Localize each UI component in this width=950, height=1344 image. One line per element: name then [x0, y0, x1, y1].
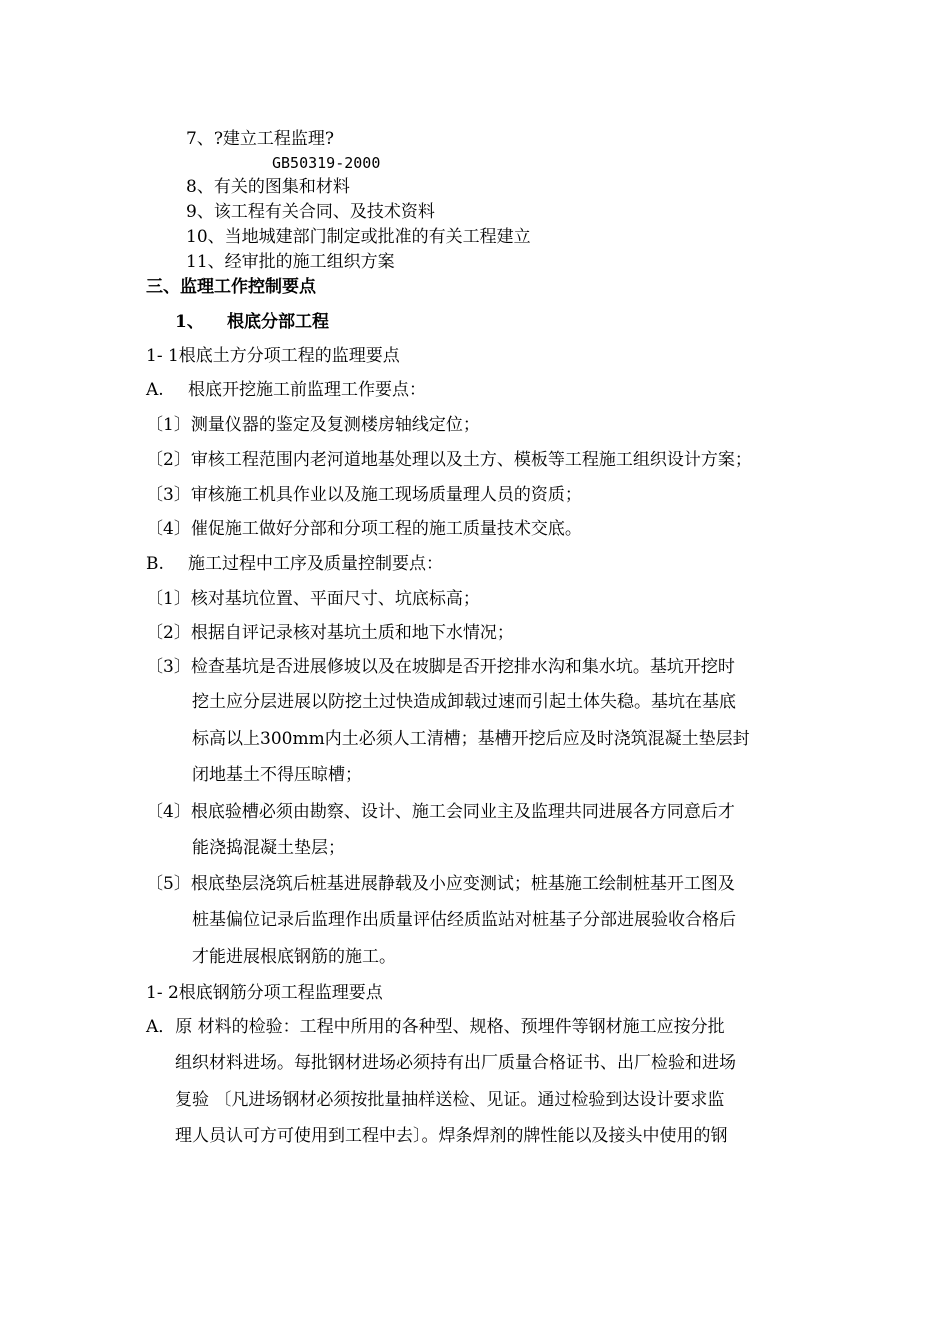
part-b-item-1: 〔1〕核对基坑位置、平面尺寸、坑底标高；: [146, 589, 480, 609]
section-heading: 三、监理工作控制要点: [146, 277, 316, 297]
part-b-item-5-line-3: 才能进展根底钢筋的施工。: [192, 947, 396, 967]
part-a-title: 根底开挖施工前监理工作要点：: [188, 380, 426, 400]
reference-standard-code: GB50319-2000: [272, 154, 381, 172]
part-a2-line-4: 理人员认可方可使用到工程中去〕。焊条焊剂的牌性能以及接头中使用的钢: [175, 1126, 728, 1146]
part-b-item-4-line-1: 〔4〕根底验槽必须由勘察、设计、施工会同业主及监理共同进展各方同意后才: [146, 802, 735, 822]
reference-item-7: 7、?建立工程监理?: [186, 129, 335, 149]
part-a2-line-1: A．原 材料的检验：工程中所用的各种型、规格、预埋件等钢材施工应按分批: [146, 1017, 725, 1037]
part-a-item-4: 〔4〕催促施工做好分部和分项工程的施工质量技术交底。: [146, 519, 582, 539]
part-b-label: B.: [146, 554, 164, 574]
part-b-item-4-line-2: 能浇捣混凝土垫层；: [192, 838, 345, 858]
subsection-number: 1、: [175, 312, 204, 332]
part-a2-line-2: 组织材料进场。每批钢材进场必须持有出厂质量合格证书、出厂检验和进场: [175, 1053, 736, 1073]
part-a-label: A.: [146, 380, 164, 400]
part-a-item-2: 〔2〕审核工程范围内老河道地基处理以及土方、模板等工程施工组织设计方案；: [146, 450, 752, 470]
reference-item-11: 11、经审批的施工组织方案: [186, 252, 395, 272]
part-b-title: 施工过程中工序及质量控制要点：: [188, 554, 443, 574]
part-a2-line-3: 复验 〔凡进场钢材必须按批量抽样送检、见证。通过检验到达设计要求监: [175, 1090, 725, 1110]
part-a-item-3: 〔3〕审核施工机具作业以及施工现场质量理人员的资质；: [146, 485, 582, 505]
reference-item-10: 10、当地城建部门制定或批准的有关工程建立: [186, 227, 531, 247]
part-b-item-3-line-3: 标高以上300mm内土必须人工清槽；基槽开挖后应及时浇筑混凝土垫层封: [192, 729, 750, 749]
subsection-title: 根底分部工程: [227, 312, 329, 332]
part-b-item-5-line-2: 桩基偏位记录后监理作出质量评估经质监站对桩基子分部进展验收合格后: [192, 910, 736, 930]
part-b-item-5-line-1: 〔5〕根底垫层浇筑后桩基进展静载及小应变测试；桩基施工绘制桩基开工图及: [146, 874, 735, 894]
part-b-item-3-line-1: 〔3〕检查基坑是否进展修坡以及在坡脚是否开挖排水沟和集水坑。基坑开挖时: [146, 657, 735, 677]
part-b-item-3-line-4: 闭地基土不得压晾槽；: [192, 765, 362, 785]
part-a-item-1: 〔1〕测量仪器的鉴定及复测楼房轴线定位；: [146, 415, 480, 435]
reference-item-9: 9、该工程有关合同、及技术资料: [186, 202, 435, 222]
part-b-item-3-line-2: 挖土应分层进展以防挖土过快造成卸载过速而引起土体失稳。基坑在基底: [192, 692, 736, 712]
reference-item-8: 8、有关的图集和材料: [186, 177, 350, 197]
item-heading-1-1: 1- 1根底土方分项工程的监理要点: [146, 346, 400, 366]
part-b-item-2: 〔2〕根据自评记录核对基坑土质和地下水情况；: [146, 623, 514, 643]
item-heading-1-2: 1- 2根底钢筋分项工程监理要点: [146, 983, 383, 1003]
